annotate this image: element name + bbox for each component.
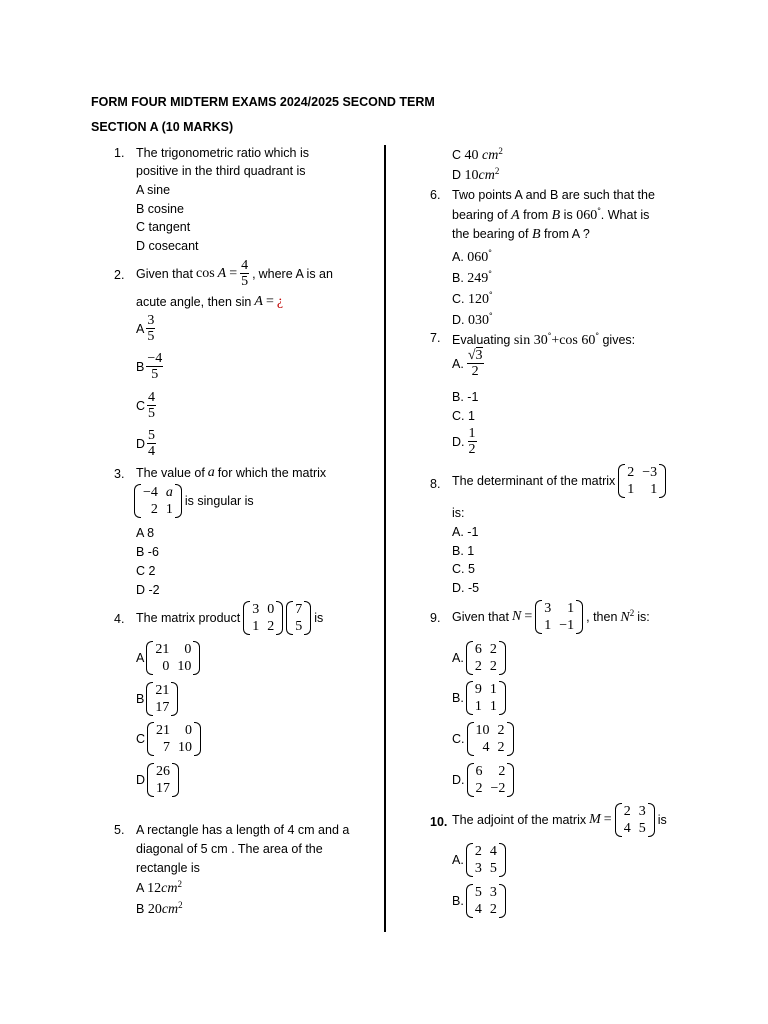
question-number: 6. <box>430 188 441 202</box>
option-c: C 40 $cm^2$ <box>452 146 503 164</box>
question-text: −4 a 2 1 is singular is <box>134 484 254 518</box>
option-b: B. -1 <box>452 390 479 404</box>
option-b: B -6 <box>136 545 159 559</box>
fraction: $\frac{4}{5}$ <box>241 258 249 289</box>
option-d: D. $\frac{1}{2}$ <box>452 426 476 457</box>
question-number: 9. <box>430 611 441 625</box>
option-a: A. 060° <box>452 248 492 266</box>
option-a: A. -1 <box>452 525 479 539</box>
option-d: D. 6 2 2 −2 <box>452 763 514 797</box>
option-a: A 21 0 0 10 <box>136 641 200 675</box>
matrix: 3 1 1 −1 <box>535 600 583 634</box>
option-c: C 21 0 7 10 <box>136 722 201 756</box>
matrix: −4 a 2 1 <box>134 484 182 518</box>
matrix: 2 3 4 5 <box>615 803 655 837</box>
option-d: D. -5 <box>452 581 480 595</box>
question-number: 8. <box>430 477 441 491</box>
question-text: acute angle, then sin A = ¿ <box>136 294 284 309</box>
question-text: rectangle is <box>136 861 200 875</box>
option-d: D $\frac{5}{4}$ <box>136 428 156 459</box>
option-a: A. 6 2 2 2 <box>452 641 506 675</box>
option-a: A $12cm^2$ <box>136 879 182 897</box>
question-number: 5. <box>114 823 125 837</box>
question-number: 3. <box>114 467 125 481</box>
question-text: bearing of A from B is 060°. What is <box>452 206 650 224</box>
option-c: C 2 <box>136 564 156 578</box>
option-d: D cosecant <box>136 239 199 253</box>
option-b: B $20cm^2$ <box>136 900 183 918</box>
option-b: B $\frac{-4}{5}$ <box>136 351 163 382</box>
option-b: B. 1 <box>452 544 475 558</box>
option-a: A 8 <box>136 526 155 540</box>
option-c: C tangent <box>136 220 191 234</box>
question-text: Evaluating sin 30°+cos 60° gives: <box>452 331 636 349</box>
option-d: D $10cm^2$ <box>452 166 500 184</box>
option-d: D -2 <box>136 583 160 597</box>
question-text: the bearing of B from A ? <box>452 227 590 242</box>
matrix: 3 0 1 2 <box>243 601 283 635</box>
option-a: A. 2 4 3 5 <box>452 843 506 877</box>
question-text: Given that cos A = $\frac{4}{5}$ , where A is an <box>136 258 333 289</box>
option-a: A. $\frac{√3}{2}$ <box>452 348 483 379</box>
question-text: The adjoint of the matrix M = 2 3 4 5 is <box>452 804 667 836</box>
option-b: B. 9 1 1 1 <box>452 681 506 715</box>
option-c: C. 10 2 4 2 <box>452 722 514 756</box>
matrix: 7 5 <box>286 601 311 635</box>
option-b: B 21 17 <box>136 682 178 716</box>
question-number: 7. <box>430 331 441 345</box>
option-c: C $\frac{4}{5}$ <box>136 390 156 421</box>
question-number: 4. <box>114 612 125 626</box>
question-number: 1. <box>114 146 125 160</box>
question-text: Given that N = 3 1 1 −1 , then $N^2$ is: <box>452 601 650 633</box>
question-text: diagonal of 5 cm . The area of the <box>136 842 323 856</box>
question-text: The matrix product 3 0 1 2 7 5 is <box>136 602 324 634</box>
option-c: C. 5 <box>452 562 475 576</box>
option-b: B. 5 3 4 2 <box>452 884 506 918</box>
question-text: The value of a for which the matrix <box>136 465 327 480</box>
option-a: A sine <box>136 183 171 197</box>
question-text: positive in the third quadrant is <box>136 164 306 178</box>
question-number: 2. <box>114 268 125 282</box>
question-number: 10. <box>430 815 448 829</box>
exam-title: FORM FOUR MIDTERM EXAMS 2024/2025 SECOND TERM <box>91 95 435 109</box>
question-text: The determinant of the matrix 2 −3 1 1 <box>452 464 666 498</box>
option-d: D. 030° <box>452 311 493 329</box>
question-text: Two points A and B are such that the <box>452 188 655 202</box>
section-heading: SECTION A (10 MARKS) <box>91 120 234 134</box>
option-b: B cosine <box>136 202 184 216</box>
matrix: 2 −3 1 1 <box>618 464 666 498</box>
option-c: C. 120° <box>452 290 493 308</box>
option-c: C. 1 <box>452 409 475 423</box>
question-text: The trigonometric ratio which is <box>136 146 309 160</box>
column-divider <box>384 145 386 932</box>
option-a: A $\frac{3}{5}$ <box>136 313 155 344</box>
question-text: A rectangle has a length of 4 cm and a <box>136 823 350 837</box>
question-text: is: <box>452 506 465 520</box>
option-d: D 26 17 <box>136 763 179 797</box>
option-b: B. 249° <box>452 269 492 287</box>
